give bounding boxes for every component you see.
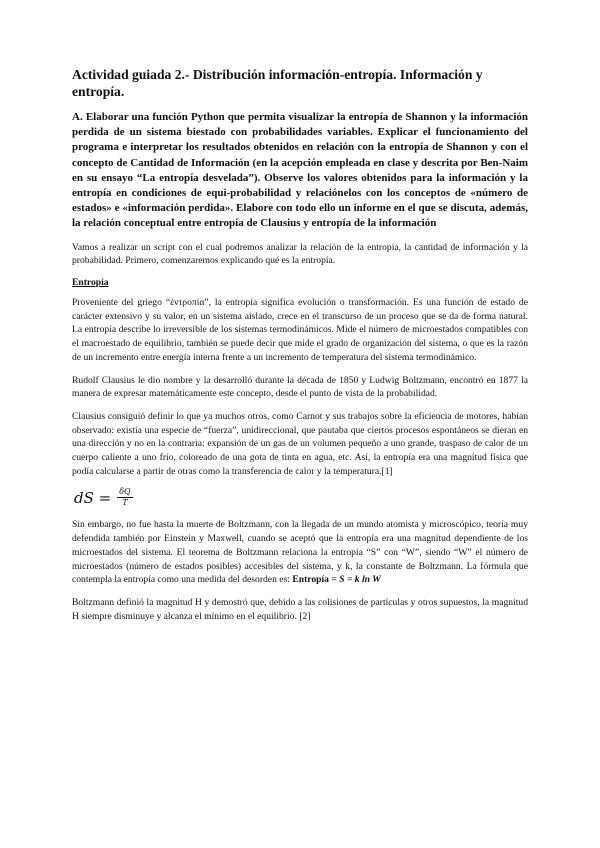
paragraph-definition: Proveniente del griego “ἐντροπία”, la entropía significa evolución o transformación. Es una función de estado de carácter extensivo y su valor, en un sistema aislado, crece en el transcurso de un proceso que se da de forma natural. La entropía describe lo irreversible de los sistemas termodinámicos. Mide el número de microestados compatibles con el macroestado de equilibrio, también se puede decir que mide el grado de organización del sistema, o que es la razón de un incremento entre energía interna frente a un incremento de temperatura del sistema termodinámico. bbox=[72, 297, 528, 363]
paragraph-clausius-boltzmann: Rudolf Clausius le dio nombre y la desarrolló durante la década de 1850 y Ludwig Boltzmann, encontró en 1877 la manera de expresar matemáticamente este concepto, desde el punto de vista de la probabilidad. bbox=[72, 374, 528, 400]
paragraph-boltzmann-text: Sin embargo, no fue hasta la muerte de Boltzmann, con la llegada de un mundo atomista y microscópico, teoría muy defendida también por Einstein y Maxwell, cuando se aceptó que la entropía era una magnitud dependiente de los microestados del sistema. El teorema de Boltzmann relaciona la entropía “S” con “W”, siendo “W” el número de microestados (número de estados posibles) accesibles del sistema, y k, la constante de Boltzmann. La fórmula que contempla la entropía como una medida del desorden es: bbox=[72, 519, 528, 586]
paragraph-clausius: Clausius consiguió definir lo que ya muchos otros, como Carnot y sus trabajos sobre la eficiencia de motores, habían observado: existía una especie de “fuerza”, unidireccional, que pautaba que ciertos procesos espontáneos se dieran en una dirección y no en la contraria: expansión de un gas de un volumen pequeño a uno grande, traspaso de calor de un cuerpo caliente a uno frío, coloreado de una gota de tinta en agua, etc. Así, la entropía era una magnitud física que podía calcularse a partir de otras como la transferencia de calor y la temperatura.[1] bbox=[72, 410, 528, 477]
entropy-formula: = S = k ln W bbox=[331, 574, 381, 586]
clausius-formula bbox=[74, 487, 528, 508]
formula-lhs: dS = bbox=[74, 488, 112, 507]
assignment-statement: A. Elaborar una función Python que permita visualizar la entropía de Shannon y la información perdida de un sistema biestado con probabilidades variables. Explicar el funcionamiento del programa e interpretar los resultados obtenidos en relación con la entropía de Shannon y con el concepto de Cantidad de Información (en la acepción empleada en clase y descrita por Ben-Naim en su ensayo “La entropía desvelada”). Observe los valores obtenidos para la información y la entropía en condiciones de equi-probabilidad y relaciónelos con los conceptos de «número de estados» e «información perdida». Elabore con todo ello un informe en el que se discuta, además, la relación conceptual entre entropía de Clausius y entropía de la información bbox=[72, 111, 528, 230]
page-title: Actividad guiada 2.- Distribución información-entropía. Información y entropía. bbox=[72, 67, 483, 99]
entropy-label: Entropía bbox=[292, 574, 329, 586]
section-heading-entropia: Entropía bbox=[72, 277, 109, 289]
paragraph-h-theorem: Boltzmann definió la magnitud H y demostró que, debido a las colisiones de partículas y otros supuestos, la magnitud H siempre disminuye y alcanza el mínimo en el equilibrio. [2] bbox=[72, 596, 528, 622]
formula-numerator: δQ bbox=[119, 487, 131, 497]
formula-denominator: T bbox=[122, 498, 128, 508]
paragraph-boltzmann bbox=[72, 518, 528, 587]
formula-fraction bbox=[117, 487, 132, 508]
intro-paragraph: Vamos a realizar un script con el cual podremos analizar la relación de la entropía, la cantidad de información y la probabilidad. Primero, comenzaremos explicando qué es la entropía. bbox=[72, 241, 528, 267]
